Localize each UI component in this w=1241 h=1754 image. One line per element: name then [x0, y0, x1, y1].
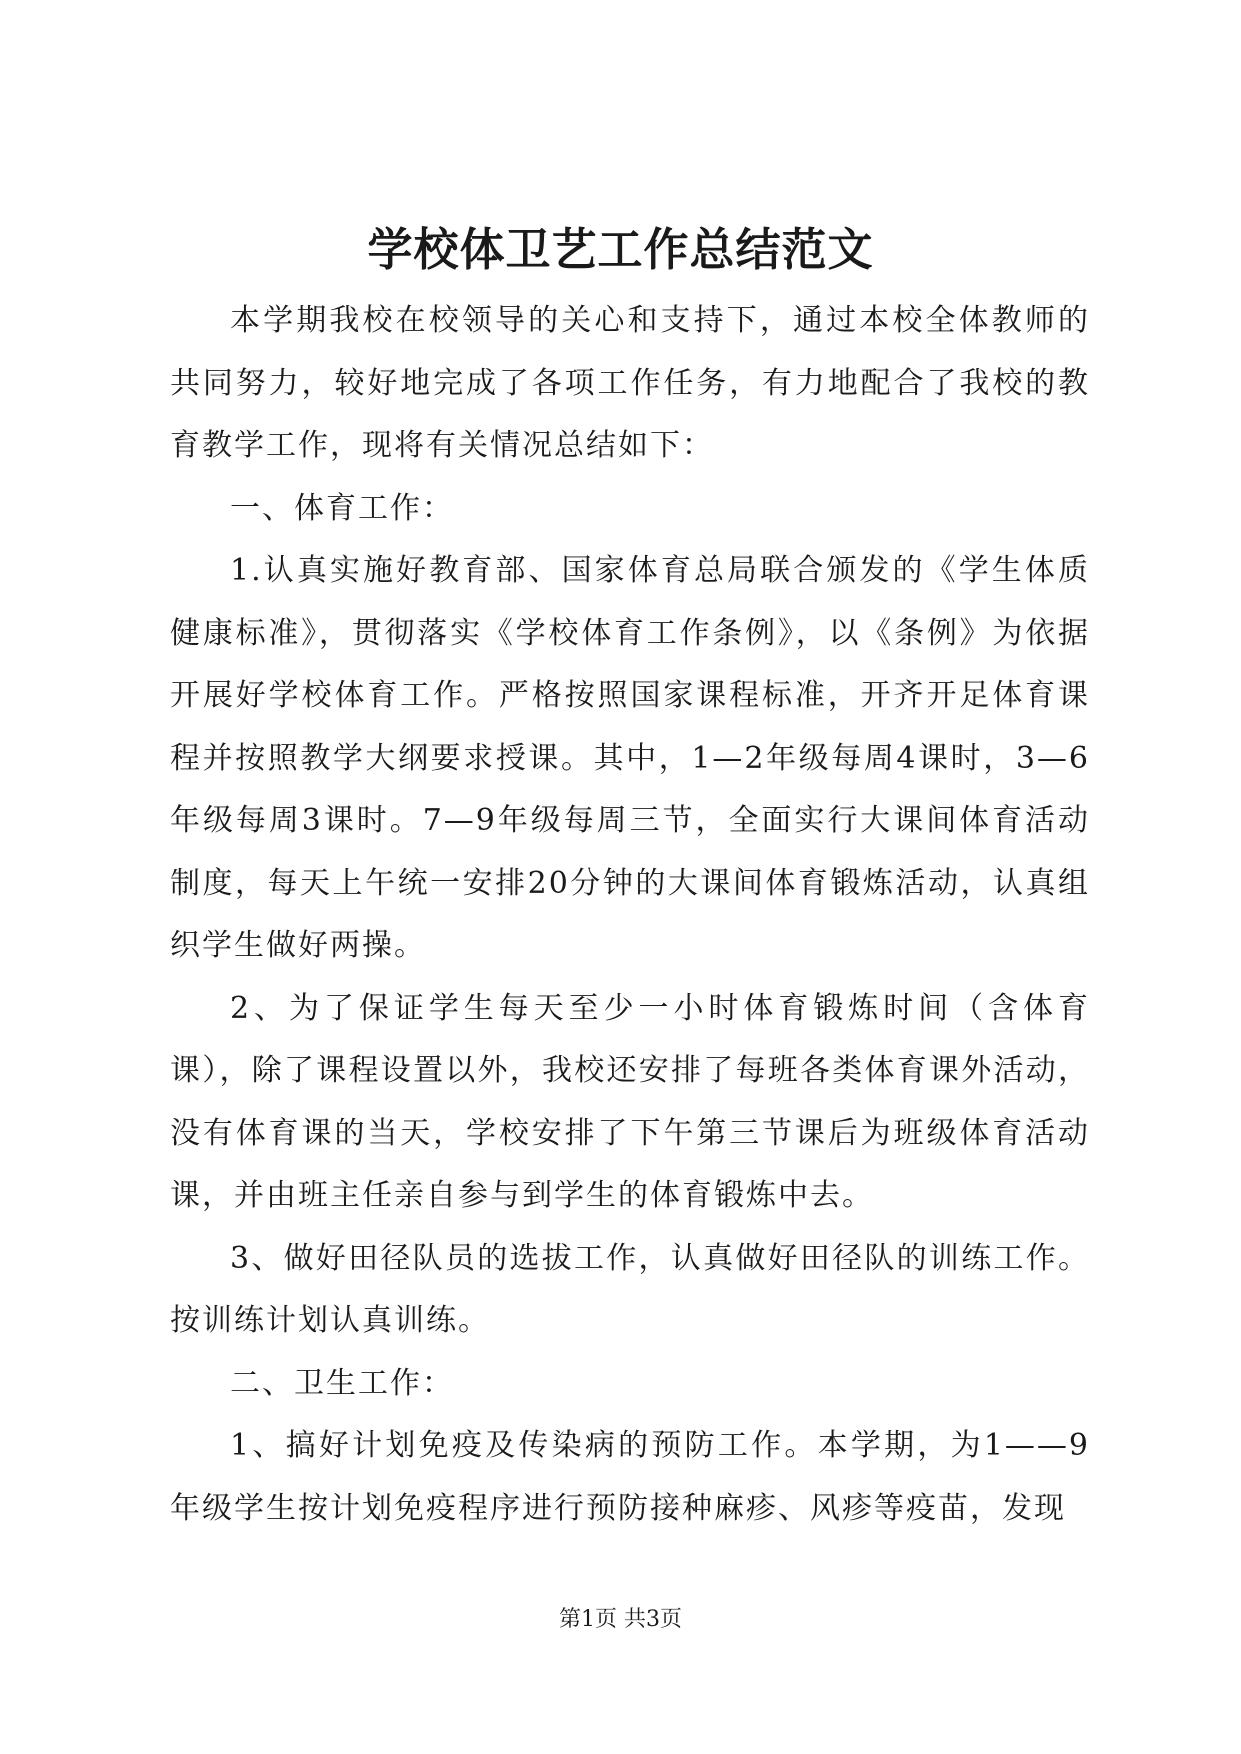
document-body	[170, 290, 1090, 1540]
section-heading-health: 二、卫生工作：	[230, 1365, 454, 1401]
section-heading-sports: 一、体育工作：	[230, 490, 454, 526]
document-title: 学校体卫艺工作总结范文	[367, 223, 874, 276]
paragraph-sports-1: 1.认真实施好教育部、国家体育总局联合颁发的《学生体质健康标准》，贯彻落实《学校体育工作条例》，以《条例》为依据开展好学校体育工作。严格按照国家课程标准，开齐开足体育课程并按照教学大纲要求授课。其中，1—2年级每周4课时，3—6年级每周3课时。7—9年级每周三节，全面实行大课间体育活动制度，每天上午统一安排20分钟的大课间体育锻炼活动，认真组织学生做好两操。	[170, 553, 1090, 963]
paragraph-intro: 本学期我校在校领导的关心和支持下，通过本校全体教师的共同努力，较好地完成了各项工作任务，有力地配合了我校的教育教学工作，现将有关情况总结如下：	[170, 303, 1090, 463]
paragraph-sports-3: 3、做好田径队员的选拔工作，认真做好田径队的训练工作。按训练计划认真训练。	[170, 1240, 1090, 1338]
page-footer: 第1页 共3页	[559, 1607, 682, 1632]
paragraph-health-1: 1、搞好计划免疫及传染病的预防工作。本学期，为1——9年级学生按计划免疫程序进行预防接种麻疹、风疹等疫苗，发现	[170, 1428, 1090, 1526]
paragraph-sports-2: 2、为了保证学生每天至少一小时体育锻炼时间（含体育课），除了课程设置以外，我校还安排了每班各类体育课外活动，没有体育课的当天，学校安排了下午第三节课后为班级体育活动课，并由班主任亲自参与到学生的体育锻炼中去。	[170, 990, 1090, 1213]
